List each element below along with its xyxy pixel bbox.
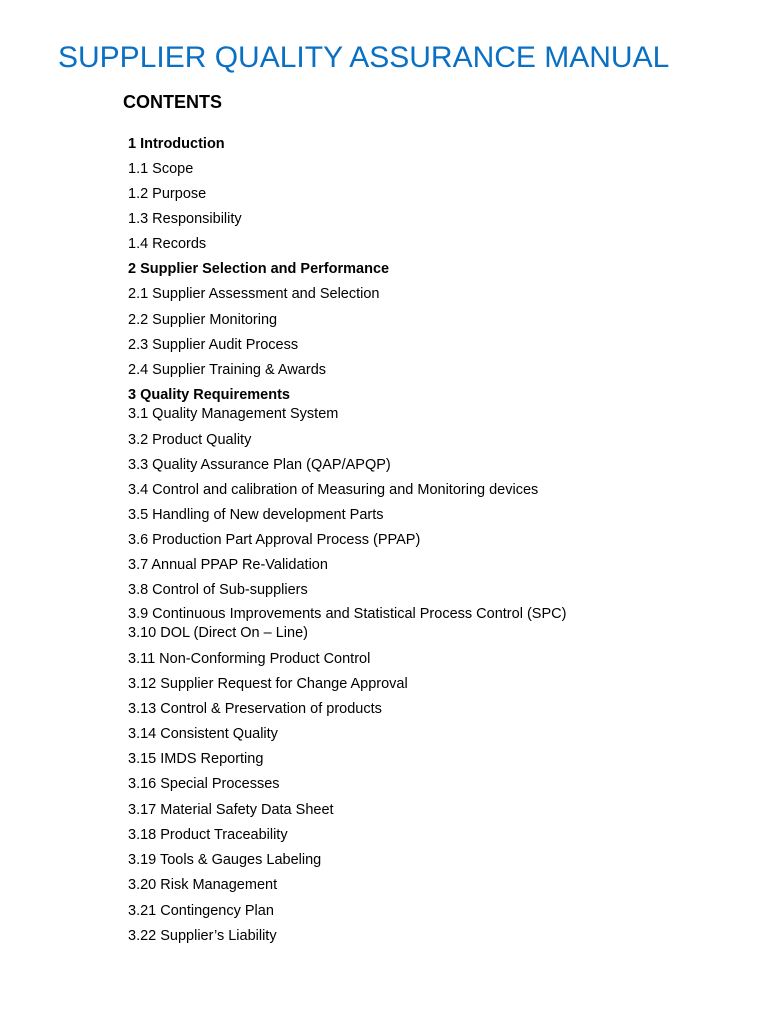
- toc-entry: 3.11 Non-Conforming Product Control: [128, 651, 371, 667]
- toc-section-heading: 3 Quality Requirements: [128, 387, 290, 403]
- toc-entry: 2.1 Supplier Assessment and Selection: [128, 286, 380, 302]
- toc-entry: 3.2 Product Quality: [128, 432, 252, 448]
- toc-entry: 1.2 Purpose: [128, 186, 207, 202]
- toc-section-heading: 1 Introduction: [128, 136, 225, 152]
- contents-heading: CONTENTS: [123, 92, 222, 112]
- toc-entry: 3.12 Supplier Request for Change Approval: [128, 676, 408, 692]
- toc-entry: 3.9 Continuous Improvements and Statistical Process Control (SPC): [128, 606, 567, 622]
- page-title: SUPPLIER QUALITY ASSURANCE MANUAL: [58, 41, 670, 74]
- toc-entry: 2.4 Supplier Training & Awards: [128, 362, 327, 378]
- toc-entry: 3.7 Annual PPAP Re-Validation: [128, 557, 328, 573]
- toc-entry: 2.2 Supplier Monitoring: [128, 312, 278, 328]
- toc-entry: 3.5 Handling of New development Parts: [128, 507, 384, 523]
- toc-entry: 3.17 Material Safety Data Sheet: [128, 802, 334, 818]
- toc-entry: 3.22 Supplier’s Liability: [128, 928, 277, 944]
- toc-entry: 3.13 Control & Preservation of products: [128, 701, 382, 717]
- toc-entry: 3.19 Tools & Gauges Labeling: [128, 852, 322, 868]
- toc-entry: 3.18 Product Traceability: [128, 827, 288, 843]
- toc-entry: 3.16 Special Processes: [128, 776, 280, 792]
- toc-entry: 3.4 Control and calibration of Measuring and Monitoring devices: [128, 482, 539, 498]
- toc-entry: 2.3 Supplier Audit Process: [128, 337, 299, 353]
- toc-entry: 1.3 Responsibility: [128, 211, 242, 227]
- toc-entry: 1.1 Scope: [128, 161, 194, 177]
- toc-entry: 1.4 Records: [128, 236, 207, 252]
- toc-entry: 3.3 Quality Assurance Plan (QAP/APQP): [128, 457, 391, 473]
- toc-entry: 3.10 DOL (Direct On – Line): [128, 625, 308, 641]
- toc-entry: 3.6 Production Part Approval Process (PPAP): [128, 532, 421, 548]
- toc-entry: 3.1 Quality Management System: [128, 406, 339, 422]
- toc-entry: 3.8 Control of Sub-suppliers: [128, 582, 308, 598]
- toc-entry: 3.21 Contingency Plan: [128, 903, 274, 919]
- toc-entry: 3.20 Risk Management: [128, 877, 278, 893]
- toc-entry: 3.15 IMDS Reporting: [128, 751, 264, 767]
- toc-section-heading: 2 Supplier Selection and Performance: [128, 261, 390, 277]
- toc-entry: 3.14 Consistent Quality: [128, 726, 278, 742]
